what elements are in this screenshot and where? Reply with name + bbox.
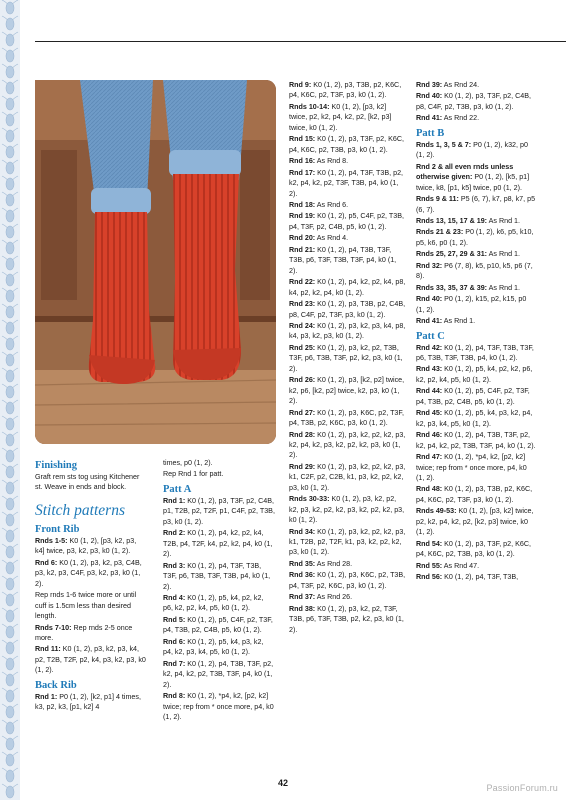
round-label: Rnd 6:	[35, 558, 58, 567]
round-label: Rnds 25, 27, 29 & 31:	[416, 250, 488, 259]
pattern-instruction	[416, 408, 536, 429]
round-label: Rnd 17:	[289, 168, 316, 177]
pattern-instruction	[416, 364, 536, 385]
braid-stitch	[6, 98, 14, 110]
round-label: Rnd 20:	[289, 234, 316, 243]
page-number: 42	[277, 778, 288, 788]
section-heading: Back Rib	[35, 679, 77, 691]
round-label: Rnd 21:	[289, 245, 316, 254]
round-label: Rnd 40:	[416, 295, 443, 304]
round-label: Rnd 37:	[289, 593, 316, 602]
pattern-instruction	[416, 452, 536, 483]
instruction-text: K0 (1, 2), p3, k2, p3, C4B, p3, k2, p3, C4F, p3, k2, p3, k0 (1, 2).	[35, 558, 142, 588]
pattern-instruction	[163, 615, 275, 636]
instruction-text: K0 (1, 2), p4, k2, p2, k4, T2B, p4, T2F, k4, p2, k2, p4, k0 (1, 2).	[163, 529, 273, 559]
round-label: Rnd 27:	[289, 408, 316, 417]
instruction-text: K0 (1, 2), p4, T3F, T3B, T3F, p6, T3B, T3F, T3B, p4, k0 (1, 2).	[416, 343, 534, 362]
round-label: Rnd 22:	[289, 278, 316, 287]
round-label: Rnd 2:	[163, 529, 186, 538]
pattern-instruction	[163, 659, 275, 690]
instruction-text: K0 (1, 2), p5, k4, p3, k2, p4, k2, p3, k4, p5, k0 (1, 2).	[416, 409, 533, 428]
instruction-text: K0 (1, 2), p5, C4F, p2, T3F, p4, T3B, p2, C4B, p5, k0 (1, 2).	[163, 615, 273, 635]
round-label: Rnd 44:	[416, 387, 443, 396]
braid-stitch	[6, 50, 14, 62]
instruction-text: K0 (1, 2), p4, T3F, T3B, T3F, p6, T3B, T3F, T3B, p4, k0 (1, 2).	[163, 561, 271, 591]
round-label: Rnds 10-14:	[289, 102, 330, 111]
instruction-text: K0 (1, 2), p3, K6C, p2, T3B, p4, T3F, p2, K6C, p3, k0 (1, 2).	[289, 571, 406, 590]
braid-stitch	[6, 370, 14, 382]
pattern-instruction	[289, 299, 406, 320]
pattern-instruction	[35, 692, 147, 713]
instruction-text: K0 (1, 2), p4, T3B, T3F, T3B, p6, T3F, T3B, T3F, p4, k0 (1, 2).	[289, 245, 397, 275]
pattern-instruction	[416, 539, 536, 560]
braid-stitch	[6, 66, 14, 78]
pattern-instruction	[416, 283, 536, 293]
column-3	[289, 80, 406, 636]
instruction-text: As Rnd 26.	[315, 593, 353, 602]
instruction-text: As Rnd 6.	[315, 200, 349, 209]
instruction-text: K0 (1, 2), p3, k2, p2, T3B, T3F, p6, T3B, T3F, p2, k2, p3, k0 (1, 2).	[289, 343, 403, 373]
pattern-instruction	[416, 261, 536, 282]
section-heading: Stitch patterns	[35, 501, 125, 519]
instruction-text: As Rnd 1.	[487, 283, 520, 292]
round-label: Rnd 16:	[289, 157, 316, 166]
pattern-instruction	[416, 91, 536, 112]
round-label: Rnd 7:	[163, 659, 186, 668]
pattern-instruction	[289, 408, 406, 429]
instruction-text: K0 (1, 2), p4, T3F, T3B,	[442, 573, 519, 582]
pattern-instruction	[416, 484, 536, 505]
round-label: Rnd 40:	[416, 92, 443, 101]
round-label: Rnd 11:	[35, 645, 61, 654]
pattern-instruction	[35, 590, 147, 621]
pattern-instruction	[163, 458, 275, 468]
braid-stitch	[6, 530, 14, 542]
instruction-text: P0 (1, 2), k15, p2, k15, p0 (1, 2).	[416, 295, 527, 314]
round-label: Rnd 43:	[416, 365, 443, 374]
round-label: Rnd 42:	[416, 343, 443, 352]
instruction-text: As Rnd 1.	[487, 250, 520, 259]
round-label: Rnds 1-5:	[35, 536, 68, 545]
braid-stitch	[6, 274, 14, 286]
instruction-text: As Rnd 1.	[487, 216, 520, 225]
braid-stitch	[6, 178, 14, 190]
braid-stitch	[6, 162, 14, 174]
braid-stitch	[6, 434, 14, 446]
instruction-text: K0 (1, 2), p3, k2, p2, k2, p3, k2, p2, k2, p3, k2, p2, k2, p3, k0 (1, 2).	[289, 495, 405, 525]
instruction-text: P0 (1, 2), k32, p0 (1, 2).	[416, 140, 528, 160]
pattern-instruction	[289, 592, 406, 602]
round-label: Rnd 9:	[289, 81, 312, 89]
instruction-text: times, p0 (1, 2).	[163, 459, 213, 467]
pattern-instruction	[289, 211, 406, 232]
instruction-text: Rep rnds 2-5 once more.	[35, 623, 133, 642]
instruction-text: K0 (1, 2), p3, T3B, p2, K6C, p4, K6C, p2, T3F, p3, k0 (1, 2).	[289, 81, 402, 100]
round-label: Rnds 30-33:	[289, 495, 330, 504]
pattern-instruction	[163, 528, 275, 559]
braid-stitch	[6, 418, 14, 430]
braid-stitch	[6, 546, 14, 558]
braid-stitch	[6, 242, 14, 254]
pattern-instruction	[163, 637, 275, 658]
section-heading: Patt C	[416, 330, 445, 342]
braid-stitch	[6, 290, 14, 302]
pattern-instruction	[416, 80, 536, 90]
braid-stitch	[6, 34, 14, 46]
round-label: Rnd 6:	[163, 637, 186, 646]
instruction-text: K0 (1, 2), p3, T3B, p2, C4B, p8, C4F, p2, T3F, p3, k0 (1, 2).	[289, 300, 406, 319]
round-label: Rnd 23:	[289, 300, 316, 309]
round-label: Rnd 25:	[289, 343, 316, 352]
instruction-text: K0 (1, 2), *p4, k2, [p2, k2] twice; rep from * once more, p4, k0 (1, 2).	[416, 453, 527, 482]
instruction-text: K0 (1, 2), p3, T3F, p2, C4B, p8, C4F, p2, T3B, p3, k0 (1, 2).	[416, 92, 531, 111]
braid-stitch	[6, 210, 14, 222]
pattern-instruction	[416, 249, 536, 259]
braid-stitch	[6, 338, 14, 350]
round-label: Rnds 13, 15, 17 & 19:	[416, 216, 488, 225]
instruction-text: P0 (1, 2), k6, p5, k10, p5, k6, p0 (1, 2).	[416, 228, 534, 247]
instruction-text: K0 (1, 2), p5, k4, p2, k2, p6, k2, p2, k4, p5, k0 (1, 2).	[416, 365, 533, 384]
braid-stitch	[6, 322, 14, 334]
decorative-braid-border	[0, 0, 20, 800]
instruction-text: K0 (1, 2), p3, T3F, p2, K6C, p4, K6C, p2, T3B, p3, k0 (1, 2).	[289, 135, 404, 154]
braid-stitch	[6, 642, 14, 654]
instruction-text: K0 (1, 2), p3, K6C, p2, T3F, p4, T3B, p2, K6C, p3, k0 (1, 2).	[289, 408, 404, 428]
pattern-instruction	[416, 430, 536, 451]
pattern-instruction	[289, 102, 406, 133]
column-2	[163, 458, 275, 723]
pattern-instruction	[289, 233, 406, 243]
instruction-text: P6 (7, 8), k5, p10, k5, p6 (7, 8).	[416, 261, 533, 281]
braid-stitch	[6, 626, 14, 638]
pattern-instruction	[35, 623, 147, 644]
pattern-instruction	[289, 604, 406, 635]
braid-stitch	[6, 738, 14, 750]
braid-stitch	[6, 482, 14, 494]
pattern-instruction	[289, 245, 406, 276]
round-label: Rnd 54:	[416, 539, 443, 548]
sock-photo	[35, 80, 276, 444]
braid-stitch	[6, 690, 14, 702]
pattern-instruction	[289, 462, 406, 493]
instruction-text: K0 (1, 2), p5, k4, p3, k2, p4, k2, p3, k4, p5, k0 (1, 2).	[163, 637, 264, 657]
pattern-instruction	[289, 570, 406, 591]
instruction-text: K0 (1, 2), p3, k2, p2, T3F, T3B, p6, T3F, T3B, p2, k2, p3, k0 (1, 2).	[289, 604, 404, 634]
round-label: Rnd 5:	[163, 615, 186, 624]
instruction-text: K0 (1, 2), p4, k2, p2, k4, p8, k4, p2, k2, p4, k0 (1, 2).	[289, 278, 406, 297]
pattern-instruction	[416, 294, 536, 315]
braid-stitch	[6, 658, 14, 670]
instruction-text: K0 (1, 2), p3, k2, p3, k4, p2, T2B, T2F, p2, k4, p3, k2, p3, k0 (1, 2).	[35, 645, 146, 675]
pattern-instruction	[416, 194, 536, 215]
pattern-instruction	[416, 506, 536, 537]
pattern-instruction	[416, 386, 536, 407]
section-heading: Front Rib	[35, 523, 80, 535]
instruction-text: P0 (1, 2), [k2, p1] 4 times, k3, p2, k3, [p1, k2] 4	[35, 692, 141, 712]
round-label: Rnd 35:	[289, 559, 316, 568]
column-4	[416, 80, 536, 583]
braid-stitch	[6, 306, 14, 318]
round-label: Rnd 29:	[289, 462, 316, 471]
round-label: Rnds 9 & 11:	[416, 195, 459, 204]
braid-stitch	[6, 610, 14, 622]
pattern-instruction	[289, 277, 406, 298]
instruction-text: K0 (1, 2), p4, T3B, T3F, p2, k2, p4, k2, p2, T3B, T3F, p4, k0 (1, 2).	[163, 659, 274, 689]
pattern-instruction	[289, 321, 406, 342]
braid-stitch	[6, 498, 14, 510]
instruction-text: K0 (1, 2), p3, k2, p3, k4, p8, k4, p3, k2, p3, k0 (1, 2).	[289, 321, 406, 341]
round-label: Rnd 15:	[289, 135, 316, 144]
pattern-instruction	[416, 561, 536, 571]
instruction-text: K0 (1, 2), [p3, k2] twice, p2, k2, p4, k2, p2, [k2, p3] twice, k0 (1, 2).	[416, 507, 534, 537]
round-label: Rnds 33, 35, 37 & 39:	[416, 283, 488, 292]
round-label: Rnd 45:	[416, 409, 443, 418]
round-label: Rnd 1:	[35, 692, 58, 701]
round-label: Rnds 21 & 23:	[416, 228, 464, 237]
pattern-instruction	[35, 472, 147, 493]
pattern-instruction	[163, 496, 275, 527]
section-heading: Patt B	[416, 127, 445, 139]
round-label: Rnd 46:	[416, 431, 443, 440]
braid-stitch	[6, 354, 14, 366]
pattern-instruction	[416, 140, 536, 161]
braid-stitch	[6, 258, 14, 270]
braid-stitch	[6, 82, 14, 94]
round-label: Rnd 36:	[289, 571, 316, 580]
round-label: Rnd 28:	[289, 430, 316, 439]
braid-stitch	[6, 226, 14, 238]
pattern-instruction	[163, 469, 275, 479]
braid-stitch	[6, 578, 14, 590]
pattern-instruction	[163, 561, 275, 592]
instruction-text: As Rnd 22.	[442, 114, 480, 123]
braid-stitch	[6, 146, 14, 158]
instruction-text: As Rnd 47.	[442, 561, 480, 570]
instruction-text: K0 (1, 2), p3, k2, p2, k2, p3, k1, T2B, p2, T2F, k1, p3, k2, p2, k2, p3, k0 (1, 2).	[289, 527, 406, 557]
braid-stitch	[6, 754, 14, 766]
round-label: Rnds 7-10:	[35, 623, 72, 632]
round-label: Rnd 26:	[289, 376, 316, 385]
round-label: Rnds 49-53:	[416, 507, 457, 516]
braid-stitch	[6, 386, 14, 398]
pattern-instruction	[289, 156, 406, 166]
instruction-text: P0 (1, 2), [k5, p1] twice, k8, [p1, k5] twice, p0 (1, 2).	[416, 173, 530, 192]
pattern-instruction	[289, 430, 406, 461]
braid-stitch	[6, 130, 14, 142]
pattern-instruction	[289, 343, 406, 374]
braid-stitch	[6, 402, 14, 414]
instruction-text: K0 (1, 2), p3, T3B, p2, K6C, p4, K6C, p2, T3F, p3, k0 (1, 2).	[416, 485, 533, 504]
pattern-instruction	[416, 572, 536, 582]
pattern-instruction	[416, 162, 536, 193]
round-label: Rnd 55:	[416, 561, 443, 570]
round-label: Rnd 3:	[163, 561, 186, 570]
braid-stitch	[6, 18, 14, 30]
instruction-text: As Rnd 4.	[315, 234, 349, 243]
pattern-instruction	[35, 558, 147, 589]
instruction-text: K0 (1, 2), [p3, k2, p3, k4] twice, p3, k2, p3, k0 (1, 2).	[35, 536, 137, 556]
round-label: Rnd 19:	[289, 212, 316, 221]
braid-stitch	[6, 674, 14, 686]
header-rule	[35, 41, 566, 42]
round-label: Rnd 34:	[289, 527, 316, 536]
round-label: Rnd 18:	[289, 200, 316, 209]
round-label: Rnd 47:	[416, 453, 443, 462]
instruction-text: As Rnd 28.	[315, 559, 353, 568]
round-label: Rnd 2 & all even rnds unless otherwise given:	[416, 162, 514, 182]
instruction-text: As Rnd 8.	[315, 157, 349, 166]
round-label: Rnd 8:	[163, 692, 186, 701]
braid-stitch	[6, 2, 14, 14]
pattern-instruction	[289, 559, 406, 569]
pattern-instruction	[163, 593, 275, 614]
braid-stitch	[6, 514, 14, 526]
instruction-text: As Rnd 1.	[442, 317, 476, 326]
instruction-text: P5 (6, 7), k7, p8, k7, p5 (6, 7).	[416, 195, 536, 214]
instruction-text: Rep Rnd 1 for patt.	[163, 470, 224, 479]
pattern-instruction	[416, 113, 536, 123]
section-heading: Patt A	[163, 483, 192, 495]
braid-stitch	[6, 722, 14, 734]
instruction-text: K0 (1, 2), [p3, k2] twice, p2, k2, p4, k2, p2, [k2, p3] twice, k0 (1, 2).	[289, 102, 392, 132]
round-label: Rnd 4:	[163, 593, 186, 602]
instruction-text: K0 (1, 2), p4, T3B, T3F, p2, k2, p4, k2, p2, T3B, T3F, p4, k0 (1, 2).	[416, 431, 536, 450]
round-label: Rnd 41:	[416, 114, 443, 123]
pattern-instruction	[416, 227, 536, 248]
round-label: Rnd 39:	[416, 81, 443, 89]
instruction-text: K0 (1, 2), p5, k4, p2, k2, p6, k2, p2, k4, p5, k0 (1, 2).	[163, 593, 264, 613]
pattern-instruction	[35, 644, 147, 675]
instruction-text: K0 (1, 2), p3, [k2, p2] twice, k2, p6, [k2, p2] twice, k2, p3, k0 (1, 2).	[289, 376, 405, 406]
instruction-text: K0 (1, 2), p3, T3F, p2, K6C, p4, K6C, p2, T3B, p3, k0 (1, 2).	[416, 539, 531, 559]
pattern-instruction	[289, 134, 406, 155]
pattern-instruction	[163, 691, 275, 722]
pattern-instruction	[416, 343, 536, 364]
round-label: Rnd 32:	[416, 261, 443, 270]
round-label: Rnd 1:	[163, 496, 186, 505]
pattern-instruction	[35, 536, 147, 557]
watermark: PassionForum.ru	[486, 783, 558, 793]
column-1	[35, 456, 147, 714]
instruction-text: K0 (1, 2), p4, T3F, T3B, p2, k2, p4, k2, p2, T3F, T3B, p4, k0 (1, 2).	[289, 168, 404, 198]
instruction-text: As Rnd 24.	[442, 81, 480, 89]
pattern-instruction	[289, 527, 406, 558]
section-heading: Finishing	[35, 460, 78, 471]
braid-stitch	[6, 466, 14, 478]
instruction-text: K0 (1, 2), p5, C4F, p2, T3F, p4, T3B, p2, C4B, p5, k0 (1, 2).	[416, 387, 530, 406]
round-label: Rnd 38:	[289, 604, 316, 613]
instruction-text: K0 (1, 2), p3, T3F, p2, C4B, p1, T2B, p2, T2F, p1, C4F, p2, T3B, p3, k0 (1, 2).	[163, 496, 275, 526]
instruction-text: K0 (1, 2), p5, C4F, p2, T3B, p4, T3F, p2, C4B, p5, k0 (1, 2).	[289, 212, 404, 231]
round-label: Rnd 48:	[416, 485, 443, 494]
pattern-instruction	[289, 494, 406, 525]
instruction-text: K0 (1, 2), p3, k2, p2, k2, p3, k1, C2F, p2, C2B, k1, p3, k2, p2, k2, p3, k0 (1, 2).	[289, 462, 406, 492]
instruction-text: K0 (1, 2), p3, k2, p2, k2, p3, k2, p4, k2, p3, k2, p2, k2, p3, k0 (1, 2).	[289, 430, 406, 460]
braid-stitch	[6, 706, 14, 718]
braid-stitch	[6, 194, 14, 206]
round-label: Rnd 24:	[289, 321, 316, 330]
round-label: Rnds 1, 3, 5 & 7:	[416, 140, 472, 149]
braid-stitch	[6, 450, 14, 462]
braid-stitch	[6, 114, 14, 126]
braid-stitch	[6, 594, 14, 606]
instruction-text: Graft rem sts tog using Kitchener st. Weave in ends and block.	[35, 473, 140, 492]
pattern-instruction	[289, 200, 406, 210]
round-label: Rnd 56:	[416, 573, 443, 582]
pattern-instruction	[416, 316, 536, 326]
braid-stitch	[6, 562, 14, 574]
round-label: Rnd 41:	[416, 317, 443, 326]
pattern-instruction	[289, 168, 406, 199]
pattern-instruction	[289, 375, 406, 406]
instruction-text: K0 (1, 2), *p4, k2, [p2, k2] twice; rep from * once more, p4, k0 (1, 2).	[163, 692, 274, 721]
pattern-instruction	[416, 216, 536, 226]
instruction-text: Rep rnds 1-6 twice more or until cuff is 1.5cm less than desired length.	[35, 591, 137, 621]
pattern-instruction	[289, 80, 406, 101]
